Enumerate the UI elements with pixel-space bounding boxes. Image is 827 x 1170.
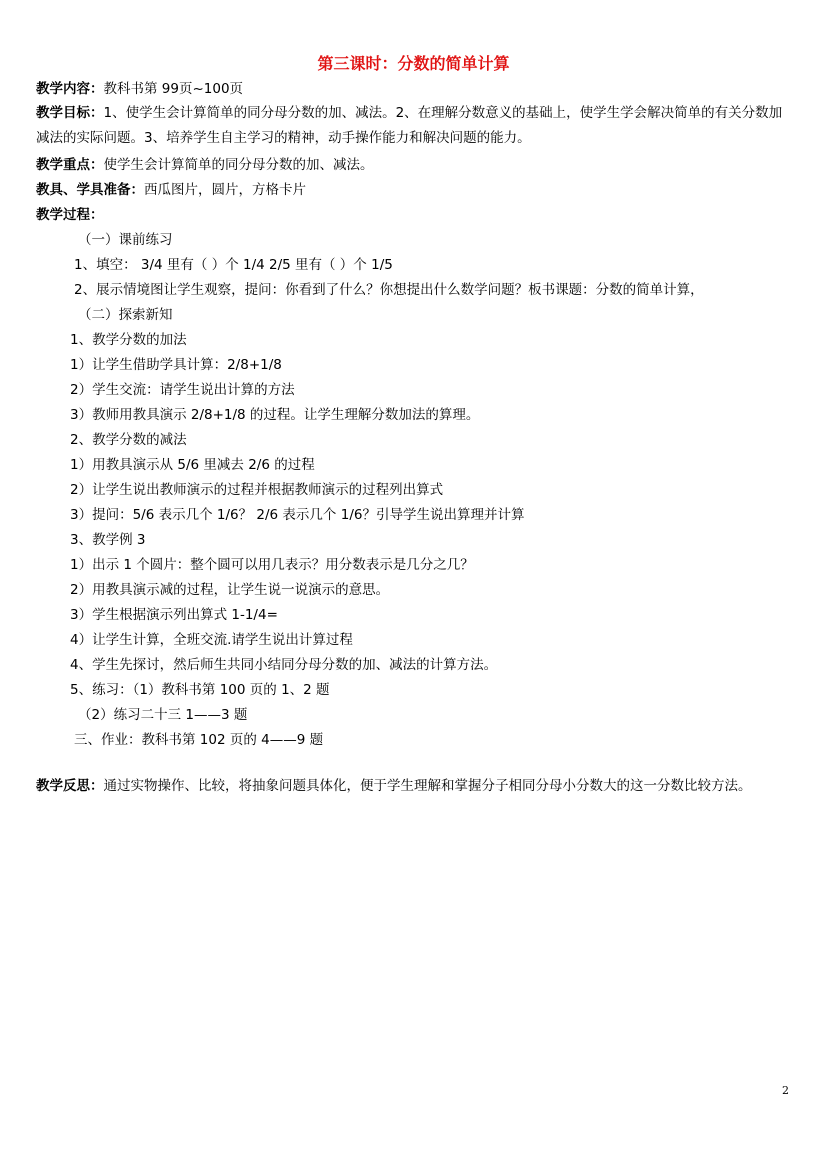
lesson-title: 第三课时：分数的简单计算 xyxy=(317,54,510,73)
process-line: 4、学生先探讨，然后师生共同小结同分母分数的加、减法的计算方法。 xyxy=(70,657,498,673)
process-line: 三、作业：教科书第 102 页的 4——9 题 xyxy=(74,732,324,748)
process-line: 2）用教具演示减的过程，让学生说一说演示的意思。 xyxy=(70,582,390,598)
process-heading xyxy=(36,205,791,225)
reflect-label: 教学反思： xyxy=(36,778,104,794)
process-line: 3）学生根据演示列出算式 1-1/4= xyxy=(70,607,278,623)
key-text: 使学生会计算简单的同分母分数的加、减法。 xyxy=(103,157,374,173)
key-line xyxy=(36,155,791,175)
tools-line xyxy=(36,180,791,200)
goal-label: 教学目标： xyxy=(36,105,104,121)
key-label: 教学重点： xyxy=(36,157,104,173)
process-line: 1、填空： 3/4 里有（ ）个 1/4 2/5 里有（ ）个 1/5 xyxy=(74,257,393,273)
process-line: 1、教学分数的加法 xyxy=(70,332,187,348)
process-line: （二）探索新知 xyxy=(78,307,173,323)
tools-label: 教具、学具准备： xyxy=(36,182,144,198)
process-line: 3）提问：5/6 表示几个 1/6？ 2/6 表示几个 1/6？引导学生说出算理并计算 xyxy=(70,507,525,523)
process-line: 1）用教具演示从 5/6 里减去 2/6 的过程 xyxy=(70,457,315,473)
content-text: 教科书第 99页~100页 xyxy=(103,81,244,97)
process-label: 教学过程： xyxy=(36,207,104,223)
goal-paragraph xyxy=(36,101,791,151)
process-line: 3、教学例 3 xyxy=(70,532,146,548)
process-line: 3）教师用教具演示 2/8+1/8 的过程。让学生理解分数加法的算理。 xyxy=(70,407,480,423)
goal-text: 1、使学生会计算简单的同分母分数的加、减法。2、在理解分数意义的基础上，使学生学会解决简单的有关分数加减法的实际问题。3、培养学生自主学习的精神，动手操作能力和解决问题的能力。 xyxy=(36,105,783,146)
process-line: 4）让学生计算，全班交流.请学生说出计算过程 xyxy=(70,632,353,648)
process-line: 1）出示 1 个圆片：整个圆可以用几表示？用分数表示是几分之几？ xyxy=(70,557,474,573)
process-line: 2、教学分数的减法 xyxy=(70,432,187,448)
process-line: （一）课前练习 xyxy=(78,232,173,248)
tools-text: 西瓜图片，圆片，方格卡片 xyxy=(144,182,306,198)
reflect-text: 通过实物操作、比较，将抽象问题具体化，便于学生理解和掌握分子相同分母小分数大的这一分数比较方法。 xyxy=(103,778,752,794)
reflect-paragraph xyxy=(36,774,791,799)
process-line: 5、练习：（1）教科书第 100 页的 1、2 题 xyxy=(70,682,330,698)
process-line: 2）让学生说出教师演示的过程并根据教师演示的过程列出算式 xyxy=(70,482,444,498)
process-line: 2）学生交流：请学生说出计算的方法 xyxy=(70,382,295,398)
process-line: （2）练习二十三 1——3 题 xyxy=(78,707,248,723)
content-line xyxy=(36,79,791,99)
process-line: 1）让学生借助学具计算：2/8+1/8 xyxy=(70,357,282,373)
process-line: 2、展示情境图让学生观察，提问：你看到了什么？你想提出什么数学问题？板书课题：分数的简单计算， xyxy=(74,282,704,298)
content-label: 教学内容： xyxy=(36,81,104,97)
page-number: 2 xyxy=(782,1084,789,1097)
